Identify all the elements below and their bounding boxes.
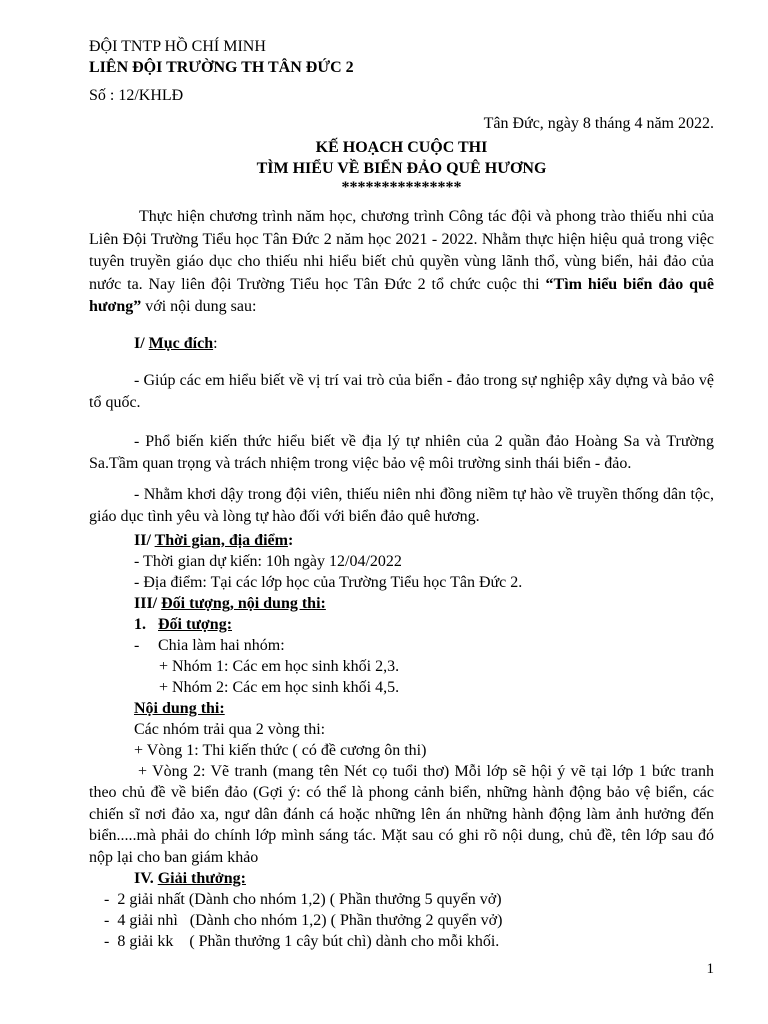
section-2-title: Thời gian, địa điểm	[154, 531, 288, 549]
section-3-title: Đối tượng, nội dung thi:	[161, 594, 326, 612]
section-4-title: Giải thưởng:	[157, 870, 246, 887]
prize-second: - 4 giải nhì (Dành cho nhóm 1,2) ( Phần thưởng 2 quyển vở)	[104, 912, 503, 929]
group-1: + Nhóm 1: Các em học sinh khối 2,3.	[159, 657, 400, 675]
purpose-item-3: - Nhằm khơi dậy trong đội viên, thiếu niên nhi đồng niềm tự hào về truyền thống dân tộc, giáo dục tình yêu và lòng tự hào đối với biển đảo quê hương.	[89, 485, 714, 525]
document-date: Tân Đức, ngày 8 tháng 4 năm 2022.	[483, 115, 714, 132]
group-split: - Chia làm hai nhóm:	[134, 636, 285, 654]
round-1: + Vòng 1: Thi kiến thức ( có đề cương ôn thi)	[134, 741, 427, 759]
section-4-heading: IV. Giải thưởng:	[134, 870, 246, 887]
section-2-heading: II/ Thời gian, địa điểm:	[134, 531, 294, 549]
title-line-2: TÌM HIỂU VỀ BIỂN ĐẢO QUÊ HƯƠNG	[256, 160, 547, 177]
subject-label: Đối tượng:	[158, 615, 233, 633]
event-time: - Thời gian dự kiến: 10h ngày 12/04/2022	[134, 552, 402, 570]
prize-consolation: - 8 giải kk ( Phần thưởng 1 cây bút chì) dành cho mỗi khối.	[104, 933, 500, 950]
title-line-1: KẾ HOẠCH CUỘC THI	[315, 139, 488, 156]
section-3-heading: III/ Đối tượng, nội dung thi:	[134, 594, 326, 612]
document-page	[89, 36, 714, 952]
title-stars: ***************	[341, 179, 462, 196]
intro-text-after: với nội dung sau:	[141, 298, 257, 315]
page-number: 1	[706, 961, 714, 977]
document-number: Số : 12/KHLĐ	[89, 87, 184, 104]
intro-contest-name: “Tìm hiểu biển đảo quê hương”	[89, 275, 715, 315]
prize-first: - 2 giải nhất (Dành cho nhóm 1,2) ( Phần thưởng 5 quyển vở)	[104, 891, 502, 908]
group-2: + Nhóm 2: Các em học sinh khối 4,5.	[159, 678, 400, 696]
purpose-item-2: - Phổ biến kiến thức hiểu biết về địa lý tự nhiên của 2 quần đảo Hoàng Sa và Trường Sa.Tầm quan trọng và trách nhiệm trong việc bảo vệ môi trường sinh thái biển - đảo.	[89, 432, 714, 472]
header-org: ĐỘI TNTP HỒ CHÍ MINH	[89, 38, 266, 55]
intro-paragraph	[89, 206, 714, 319]
intro-text-before: Thực hiện chương trình năm học, chương trình Công tác đội và phong trào thiếu nhi của Liên Đội Trường Tiểu học Tân Đức 2 năm học 2021 - 2022. Nhằm thực hiện hiệu quả trong việc tuyên truyền giáo dục cho thiếu nhi hiểu biết chủ quyền vùng lãnh thổ, vùng biển, hải đảo của nước ta. Nay liên đội Trường Tiểu học Tân Đức 2 tổ chức cuộc thi	[89, 208, 714, 293]
title-block	[89, 137, 714, 197]
rounds-intro: Các nhóm trải qua 2 vòng thi:	[134, 720, 326, 738]
section-1-heading: I/ Mục đích:	[134, 334, 218, 352]
section-1-title: Mục đích	[148, 334, 214, 352]
content-label: Nội dung thi:	[134, 699, 225, 717]
subject-heading: 1. Đối tượng:	[134, 615, 233, 633]
purpose-item-1: - Giúp các em hiểu biết về vị trí vai trò của biển - đảo trong sự nghiệp xây dựng và bảo vệ tổ quốc.	[89, 371, 714, 411]
round-2: + Vòng 2: Vẽ tranh (mang tên Nét cọ tuổi thơ) Mỗi lớp sẽ hội ý vẽ tại lớp 1 bức tranh theo chủ đề về biển đảo (Gợi ý: có thể là phong cảnh biển, những hành động bảo vệ biển, các chiến sĩ nơi đảo xa, ngư dân đánh cá hoặc những lên án những hành động làm ảnh hưởng đến biển.....mà phải do chính lớp mình sáng tác. Mặt sau có ghi rõ nội dung, chủ đề, tên lớp sau đó nộp lại cho ban giám khảo	[89, 762, 714, 866]
event-place: - Địa điểm: Tại các lớp học của Trường Tiểu học Tân Đức 2.	[134, 573, 523, 591]
header-unit: LIÊN ĐỘI TRƯỜNG TH TÂN ĐỨC 2	[89, 59, 354, 76]
